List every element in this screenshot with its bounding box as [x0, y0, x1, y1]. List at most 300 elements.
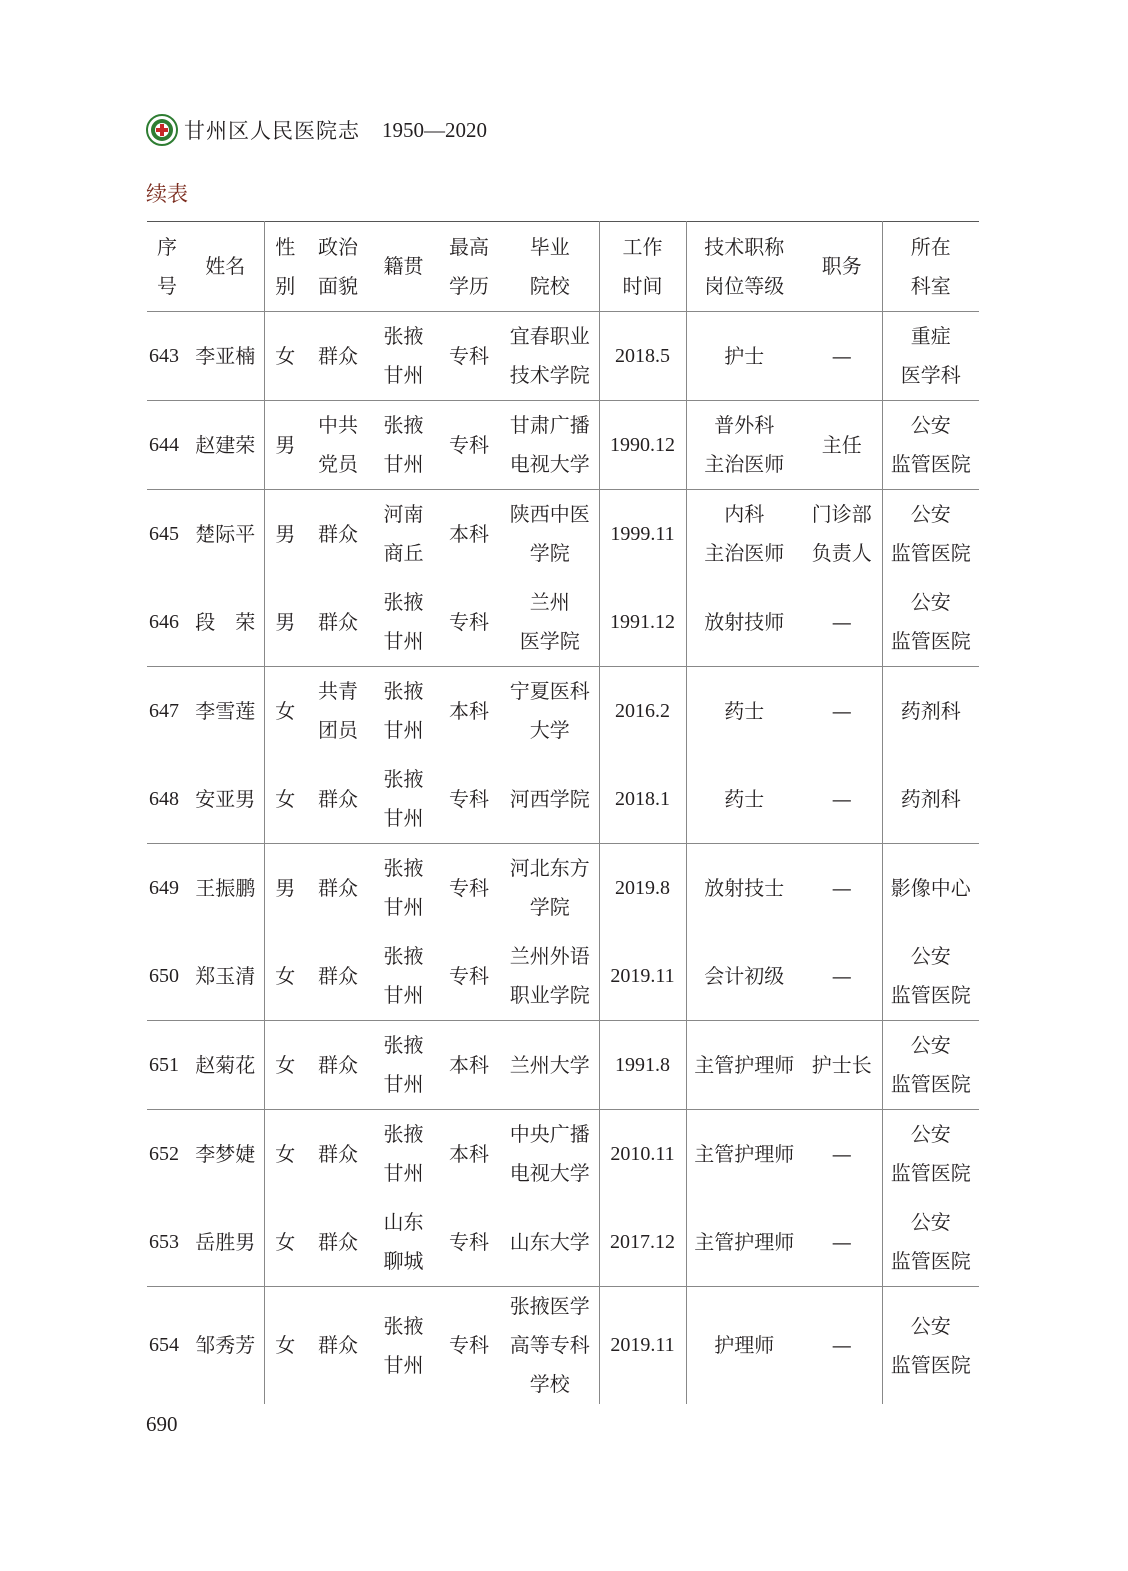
page-number: 690 — [146, 1412, 178, 1436]
cell-party — [306, 844, 370, 933]
cell-school — [501, 1110, 599, 1199]
cell-sex — [264, 755, 306, 844]
cell-party — [306, 1110, 370, 1199]
cell-title — [686, 312, 802, 401]
cell-edu — [437, 578, 501, 667]
header-line: 所在 — [910, 234, 951, 259]
cell-text: 女 — [275, 343, 296, 368]
cell-party — [306, 1021, 370, 1110]
cell-text: 李梦婕 — [195, 1141, 256, 1166]
cell-line: 监管医院 — [890, 1352, 971, 1377]
cell-line: — — [831, 1141, 852, 1166]
cell-origin — [370, 1021, 437, 1110]
cell-line: 学校 — [529, 1372, 570, 1396]
cell-text: 645 — [149, 522, 179, 545]
cell-party — [306, 578, 370, 667]
cell-line: 主任 — [821, 432, 862, 457]
cell-text: 李亚楠 — [195, 343, 256, 368]
cell-line: 放射技士 — [704, 875, 785, 900]
cell-sex — [264, 312, 306, 401]
cell-line: 电视大学 — [509, 1161, 590, 1185]
cell-text: 专科 — [449, 1229, 489, 1254]
cell-post — [802, 1198, 882, 1287]
cell-school — [501, 490, 599, 579]
cell-party — [306, 312, 370, 401]
cell-line: 宜春职业 — [509, 324, 590, 348]
cell-name — [187, 312, 264, 401]
header-line: 政治 — [318, 234, 358, 259]
cell-party — [306, 1287, 370, 1405]
cell-line: 护士 — [724, 343, 765, 368]
header-line: 技术职称 — [704, 234, 785, 259]
cell-line: 甘州 — [383, 718, 424, 742]
table-row — [147, 667, 979, 756]
cell-origin — [370, 1198, 437, 1287]
cell-line: 甘州 — [383, 363, 424, 387]
cell-post — [802, 578, 882, 667]
cell-school — [501, 578, 599, 667]
cell-text: 本科 — [449, 521, 489, 546]
cell-text: 647 — [149, 699, 179, 722]
cell-line: 重症 — [910, 324, 951, 348]
header-line: 岗位等级 — [704, 273, 785, 298]
cell-time — [599, 1021, 686, 1110]
cell-time — [599, 1287, 686, 1405]
cell-no — [147, 932, 187, 1021]
cell-name — [187, 490, 264, 579]
cell-school — [501, 755, 599, 844]
header-col-no — [147, 222, 187, 312]
cell-text: 专科 — [449, 432, 489, 457]
cell-dept — [882, 844, 979, 933]
cell-line: 电视大学 — [509, 452, 590, 476]
cell-line: 甘肃广播 — [509, 413, 590, 437]
cell-line: 群众 — [318, 609, 358, 634]
cell-line: 群众 — [318, 1333, 358, 1357]
header-line: 籍贯 — [383, 254, 424, 278]
cell-sex — [264, 1198, 306, 1287]
cell-line: 兰州外语 — [509, 944, 590, 968]
cell-post — [802, 932, 882, 1021]
cell-text: 郑玉清 — [195, 963, 256, 988]
table-row — [147, 755, 979, 844]
cell-text: 651 — [149, 1053, 179, 1076]
cell-line: 药剂科 — [900, 786, 961, 811]
cell-party — [306, 401, 370, 490]
cell-text: 赵建荣 — [195, 432, 256, 457]
table-row — [147, 1198, 979, 1287]
cell-time — [599, 932, 686, 1021]
cell-text: 专科 — [449, 786, 489, 811]
cell-text: 2019.11 — [610, 1334, 675, 1356]
cell-line: 群众 — [318, 963, 358, 988]
cell-edu — [437, 667, 501, 756]
cell-text: 王振鹏 — [195, 875, 256, 900]
cell-no — [147, 490, 187, 579]
cell-text: 女 — [275, 1052, 296, 1077]
cell-sex — [264, 667, 306, 756]
cell-text: 2018.1 — [615, 787, 670, 810]
cell-school — [501, 844, 599, 933]
cell-name — [187, 1198, 264, 1287]
cell-no — [147, 1021, 187, 1110]
cell-text: 本科 — [449, 698, 489, 723]
cell-line: 公安 — [910, 1033, 951, 1057]
cell-text: 楚际平 — [195, 521, 256, 546]
cell-text: 专科 — [449, 343, 489, 368]
header-col-origin — [370, 222, 437, 312]
cell-time — [599, 578, 686, 667]
cell-school — [501, 312, 599, 401]
header-line: 工作 — [622, 234, 663, 259]
cell-edu — [437, 932, 501, 1021]
cell-text: 安亚男 — [195, 786, 256, 811]
cell-line: 公安 — [910, 1210, 951, 1234]
cell-text: 邹秀芳 — [195, 1333, 256, 1357]
cell-line: 群众 — [318, 875, 358, 900]
cell-line: 山东大学 — [509, 1229, 590, 1254]
cell-text: 2019.11 — [610, 964, 675, 987]
cell-dept — [882, 1198, 979, 1287]
cell-no — [147, 1287, 187, 1405]
table-row — [147, 844, 979, 933]
header-col-school — [501, 222, 599, 312]
cell-name — [187, 578, 264, 667]
header-col-sex — [264, 222, 306, 312]
cell-text: 男 — [275, 521, 296, 546]
cell-dept — [882, 578, 979, 667]
book-years: 1950—2020 — [382, 117, 487, 142]
cell-line: 张掖 — [383, 324, 424, 348]
cell-school — [501, 1198, 599, 1287]
cell-name — [187, 1110, 264, 1199]
cell-no — [147, 1198, 187, 1287]
cell-no — [147, 667, 187, 756]
cell-line: 放射技师 — [704, 609, 785, 634]
cell-title — [686, 667, 802, 756]
cell-school — [501, 932, 599, 1021]
cell-line: 公安 — [910, 413, 951, 437]
cell-text: 652 — [149, 1142, 179, 1165]
cell-party — [306, 1198, 370, 1287]
cell-text: 643 — [149, 344, 179, 367]
cell-edu — [437, 312, 501, 401]
cell-no — [147, 578, 187, 667]
cell-edu — [437, 1110, 501, 1199]
cell-line: 公安 — [910, 944, 951, 968]
cell-name — [187, 932, 264, 1021]
cell-post — [802, 401, 882, 490]
cell-text: 男 — [275, 609, 296, 634]
cell-edu — [437, 401, 501, 490]
cell-line: — — [831, 1333, 852, 1357]
cell-line: 张掖医学 — [509, 1294, 590, 1318]
cell-origin — [370, 755, 437, 844]
cell-line: 甘州 — [383, 806, 424, 830]
hospital-logo-icon — [146, 114, 178, 146]
header-line: 最高 — [449, 234, 489, 259]
cell-name — [187, 667, 264, 756]
cell-line: 中央广播 — [509, 1122, 590, 1146]
cell-line: 护士长 — [811, 1052, 872, 1077]
cell-text: 专科 — [449, 1333, 489, 1357]
cell-time — [599, 312, 686, 401]
table-header-row — [147, 222, 979, 312]
header-col-time — [599, 222, 686, 312]
cell-line: 医学科 — [900, 363, 961, 387]
header-line: 科室 — [910, 273, 951, 298]
cell-line: 张掖 — [383, 944, 424, 968]
cell-text: 2010.11 — [610, 1142, 675, 1165]
cell-text: 女 — [275, 963, 296, 988]
cell-line: 中共 — [318, 413, 358, 437]
cell-post — [802, 844, 882, 933]
header-line: 毕业 — [529, 234, 570, 259]
header-col-title — [686, 222, 802, 312]
cell-text: 2018.5 — [615, 344, 670, 367]
table-row — [147, 1110, 979, 1199]
cell-line: 陕西中医 — [509, 502, 590, 526]
cell-post — [802, 312, 882, 401]
header-col-edu — [437, 222, 501, 312]
cell-sex — [264, 932, 306, 1021]
cell-time — [599, 401, 686, 490]
cell-line: 技术学院 — [509, 363, 590, 387]
cell-text: 岳胜男 — [195, 1229, 256, 1254]
cell-line: — — [831, 343, 852, 368]
cell-post — [802, 667, 882, 756]
cell-text: 2019.8 — [615, 876, 670, 899]
cell-line: 主管护理师 — [694, 1141, 795, 1166]
cell-origin — [370, 401, 437, 490]
cell-time — [599, 755, 686, 844]
cell-line: 学院 — [529, 541, 570, 565]
cell-sex — [264, 401, 306, 490]
cell-edu — [437, 844, 501, 933]
cell-line: 药士 — [724, 786, 765, 811]
cell-line: 甘州 — [383, 983, 424, 1007]
cell-dept — [882, 932, 979, 1021]
cell-no — [147, 401, 187, 490]
cell-line: 张掖 — [383, 590, 424, 614]
cell-line: 药士 — [724, 698, 765, 723]
cell-title — [686, 1198, 802, 1287]
cell-line: 甘州 — [383, 452, 424, 476]
cell-text: 专科 — [449, 963, 489, 988]
cell-title — [686, 932, 802, 1021]
cell-party — [306, 755, 370, 844]
cell-dept — [882, 401, 979, 490]
cell-origin — [370, 667, 437, 756]
cell-post — [802, 1287, 882, 1405]
cell-text: 本科 — [449, 1141, 489, 1166]
cell-dept — [882, 490, 979, 579]
cell-line: 主治医师 — [704, 541, 785, 565]
cell-line: 张掖 — [383, 1313, 424, 1338]
cell-edu — [437, 490, 501, 579]
cell-text: 段 荣 — [195, 609, 256, 634]
cell-line: — — [831, 786, 852, 811]
cell-line: 群众 — [318, 1141, 358, 1166]
cell-name — [187, 401, 264, 490]
table-row — [147, 312, 979, 401]
cell-line: 群众 — [318, 1229, 358, 1254]
cell-line: 张掖 — [383, 856, 424, 880]
cell-line: 河西学院 — [509, 786, 590, 811]
cell-text: 李雪莲 — [195, 698, 256, 723]
cell-text: 1999.11 — [610, 522, 675, 545]
header-line: 面貌 — [318, 273, 358, 298]
cell-line: 主管护理师 — [694, 1052, 795, 1077]
cell-dept — [882, 755, 979, 844]
cell-dept — [882, 1287, 979, 1405]
cell-sex — [264, 1287, 306, 1405]
cell-text: 女 — [275, 698, 296, 723]
cell-title — [686, 401, 802, 490]
cell-text: 本科 — [449, 1052, 489, 1077]
cell-line: 张掖 — [383, 767, 424, 791]
cell-origin — [370, 1287, 437, 1405]
cell-line: — — [831, 963, 852, 988]
header-line: 号 — [157, 273, 177, 298]
cell-line: 公安 — [910, 1313, 951, 1338]
cell-line: 共青 — [318, 679, 358, 703]
cell-text: 女 — [275, 1229, 296, 1254]
cell-name — [187, 1287, 264, 1405]
cell-line: 兰州 — [529, 590, 570, 614]
table-row — [147, 401, 979, 490]
cell-line: 负责人 — [811, 541, 872, 565]
table-row — [147, 490, 979, 579]
header-line: 时间 — [622, 273, 663, 298]
cell-sex — [264, 1021, 306, 1110]
cell-line: 主管护理师 — [694, 1229, 795, 1254]
table-row — [147, 578, 979, 667]
cell-line: 学院 — [529, 895, 570, 919]
cell-line: 河南 — [383, 502, 424, 526]
page-header — [146, 112, 487, 148]
cell-edu — [437, 1198, 501, 1287]
cell-line: 门诊部 — [811, 502, 872, 526]
cell-time — [599, 490, 686, 579]
cell-line: 甘州 — [383, 895, 424, 919]
cell-text: 专科 — [449, 609, 489, 634]
cell-line: 监管医院 — [890, 452, 971, 476]
cell-no — [147, 1110, 187, 1199]
cell-line: 甘州 — [383, 1352, 424, 1377]
cell-text: 女 — [275, 786, 296, 811]
cell-name — [187, 1021, 264, 1110]
cell-dept — [882, 312, 979, 401]
cell-line: 监管医院 — [890, 1072, 971, 1096]
cell-text: 650 — [149, 964, 179, 987]
cell-school — [501, 401, 599, 490]
table-continued-label: 续表 — [146, 182, 188, 206]
cell-party — [306, 932, 370, 1021]
cell-text: 653 — [149, 1230, 179, 1253]
cell-line: 普外科 — [714, 413, 775, 437]
cell-line: — — [831, 609, 852, 634]
cell-text: 男 — [275, 432, 296, 457]
cell-line: 监管医院 — [890, 1249, 971, 1273]
cell-post — [802, 490, 882, 579]
cell-line: 张掖 — [383, 679, 424, 703]
cell-line: 高等专科 — [509, 1333, 590, 1357]
cell-origin — [370, 312, 437, 401]
cell-edu — [437, 1287, 501, 1405]
cell-line: 山东 — [383, 1210, 424, 1234]
cell-line: 甘州 — [383, 1161, 424, 1185]
cell-title — [686, 1110, 802, 1199]
cell-line: 张掖 — [383, 413, 424, 437]
table-row — [147, 1287, 979, 1405]
header-line: 别 — [275, 273, 296, 298]
cell-title — [686, 844, 802, 933]
cell-line: 监管医院 — [890, 983, 971, 1007]
cell-dept — [882, 1110, 979, 1199]
cell-line: 聊城 — [383, 1249, 424, 1273]
cell-text: 1990.12 — [610, 433, 675, 456]
cell-dept — [882, 1021, 979, 1110]
cell-sex — [264, 490, 306, 579]
cell-title — [686, 578, 802, 667]
cell-line: 甘州 — [383, 1072, 424, 1096]
cell-text: 649 — [149, 876, 179, 899]
cell-time — [599, 1110, 686, 1199]
cell-name — [187, 755, 264, 844]
cell-dept — [882, 667, 979, 756]
cell-line: 监管医院 — [890, 541, 971, 565]
cell-line: 商丘 — [383, 541, 424, 565]
cell-text: 赵菊花 — [195, 1052, 256, 1077]
cell-title — [686, 490, 802, 579]
cell-no — [147, 844, 187, 933]
table-row — [147, 1021, 979, 1110]
cell-line: 大学 — [529, 718, 570, 742]
cell-line: 监管医院 — [890, 629, 971, 653]
header-line: 序 — [157, 234, 177, 259]
cell-line: 主治医师 — [704, 452, 785, 476]
cell-origin — [370, 490, 437, 579]
cell-text: 648 — [149, 787, 179, 810]
cell-text: 644 — [149, 433, 179, 456]
table-body — [147, 312, 979, 1405]
cell-post — [802, 1021, 882, 1110]
cell-text: 1991.8 — [615, 1053, 670, 1076]
cell-origin — [370, 932, 437, 1021]
book-title: 甘州区人民医院志 — [184, 119, 360, 143]
cell-line: 医学院 — [519, 629, 580, 653]
cell-line: 甘州 — [383, 629, 424, 653]
staff-table — [147, 221, 979, 1404]
cell-line: 护理师 — [714, 1333, 775, 1357]
cell-text: 646 — [149, 610, 179, 633]
cell-time — [599, 844, 686, 933]
cell-text: 男 — [275, 875, 296, 900]
cell-line: 监管医院 — [890, 1161, 971, 1185]
cell-text: 2016.2 — [615, 699, 670, 722]
cell-line: 内科 — [724, 502, 765, 526]
cell-sex — [264, 844, 306, 933]
cell-line: 影像中心 — [890, 875, 971, 900]
cell-line: 群众 — [318, 786, 358, 811]
cell-origin — [370, 1110, 437, 1199]
cell-edu — [437, 755, 501, 844]
cell-school — [501, 667, 599, 756]
cell-line: — — [831, 875, 852, 900]
header-col-post — [802, 222, 882, 312]
cell-party — [306, 667, 370, 756]
